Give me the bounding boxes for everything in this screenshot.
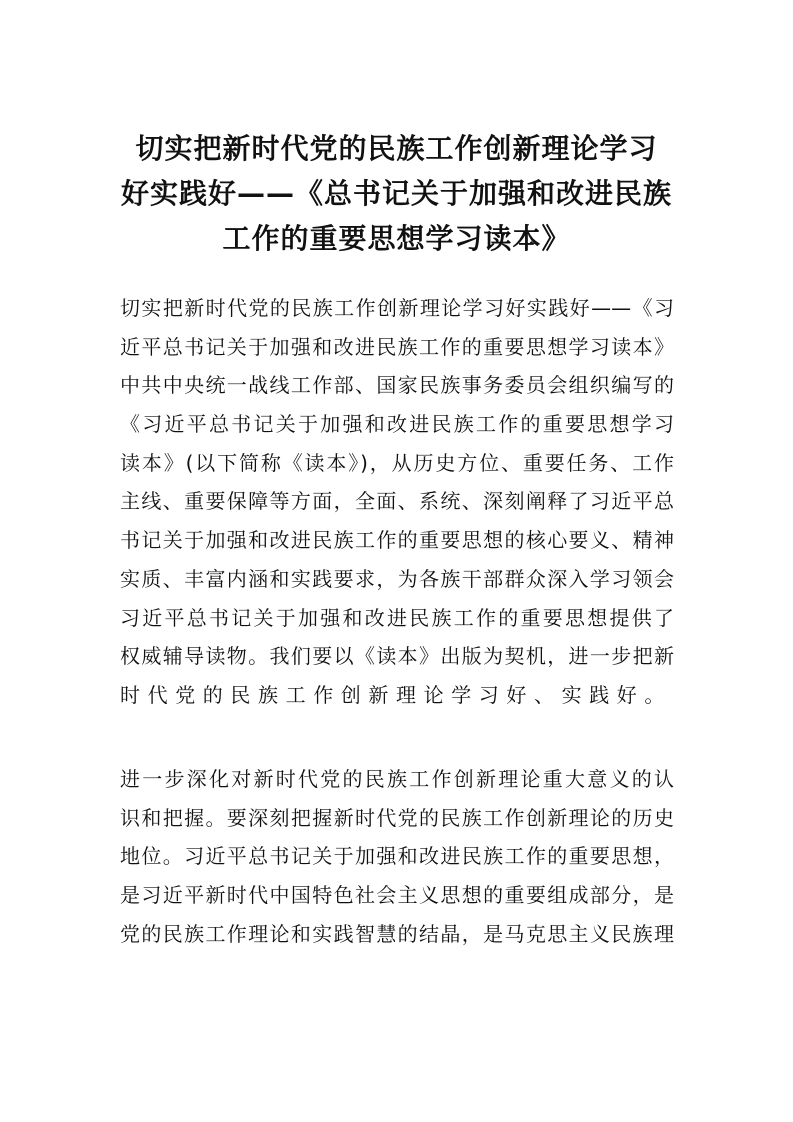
text-line: 党的民族工作理论和实践智慧的结晶，是马克思主义民族理 — [120, 921, 674, 946]
text-line: 读本》(以下简称《读本》)，从历史方位、重要任务、工作 — [120, 450, 674, 475]
text-line: 切实把新时代党的民族工作创新理论学习好实践好——《习 — [120, 296, 674, 320]
text-line: 实质、丰富内涵和实践要求，为各族干部群众深入学习领会 — [120, 566, 674, 591]
text-line: 时代党的民族工作创新理论学习好、实践好。 — [120, 682, 672, 707]
text-line: 主线、重要保障等方面，全面、系统、深刻阐释了习近平总 — [120, 489, 674, 514]
title-line: 好实践好——《总书记关于加强和改进民族 — [120, 177, 672, 210]
text-line: 习近平总书记关于加强和改进民族工作的重要思想提供了 — [120, 605, 674, 630]
text-line: 地位。习近平总书记关于加强和改进民族工作的重要思想， — [120, 844, 674, 869]
text-line: 近平总书记关于加强和改进民族工作的重要思想学习读本》 — [120, 334, 674, 359]
title-line: 切实把新时代党的民族工作创新理论学习 — [135, 132, 658, 165]
text-line: 中共中央统一战线工作部、国家民族事务委员会组织编写的 — [120, 373, 674, 398]
paragraph-2 — [120, 760, 674, 953]
text-line: 权威辅导读物。我们要以《读本》出版为契机，进一步把新 — [120, 644, 674, 669]
title-line: 工作的重要思想学习读本》 — [222, 222, 571, 255]
text-line: 书记关于加强和改进民族工作的重要思想的核心要义、精神 — [120, 528, 674, 553]
text-line: 是习近平新时代中国特色社会主义思想的重要组成部分，是 — [120, 883, 674, 908]
text-line: 进一步深化对新时代党的民族工作创新理论重大意义的认 — [120, 767, 674, 791]
text-line: 识和把握。要深刻把握新时代党的民族工作创新理论的历史 — [120, 805, 674, 830]
document-title — [0, 126, 793, 261]
text-line: 《习近平总书记关于加强和改进民族工作的重要思想学习 — [120, 412, 674, 437]
paragraph-1 — [120, 289, 674, 715]
